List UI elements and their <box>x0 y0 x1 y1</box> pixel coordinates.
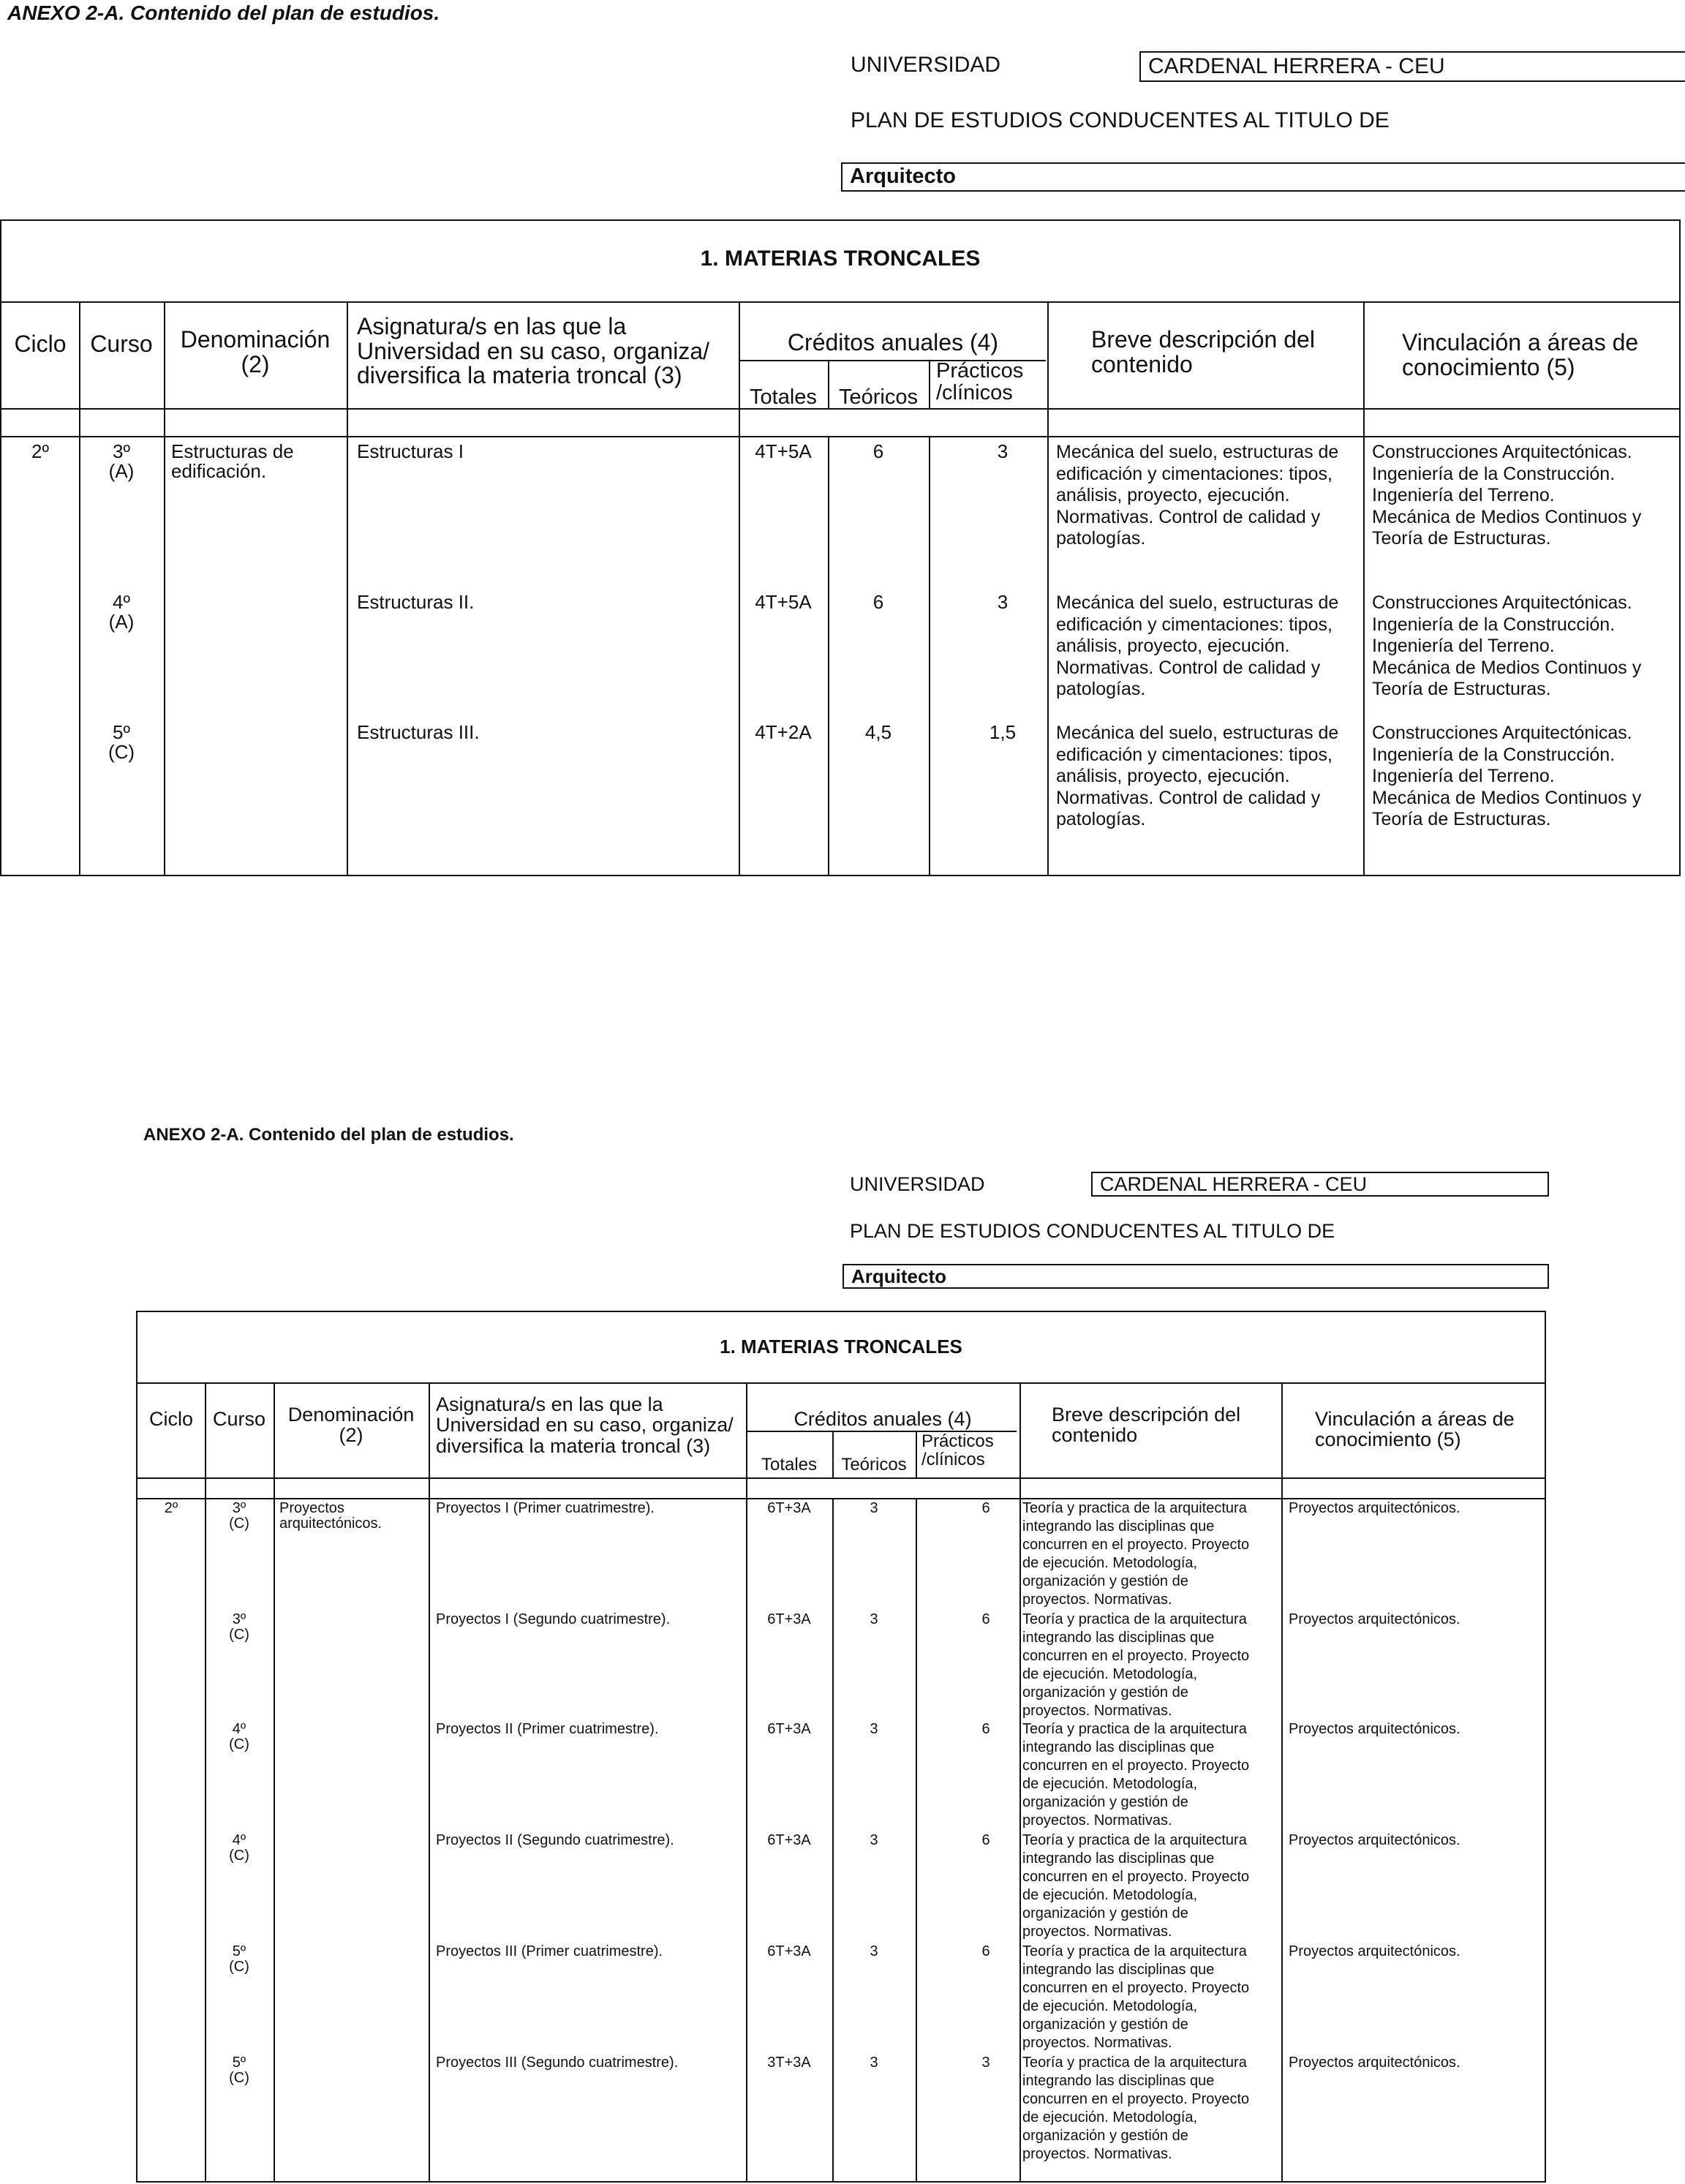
header-vinculacion: Vinculación a áreas de conocimiento (5) <box>1315 1408 1515 1451</box>
cell-curso: 5º (C) <box>229 2055 249 2086</box>
cell-asignatura: Proyectos II (Segundo cuatrimestre). <box>436 1832 674 1848</box>
cell-teoricos: 4,5 <box>864 721 892 743</box>
cell-vinculacion: Proyectos arquitectónicos. <box>1289 1721 1460 1737</box>
cell-teoricos: 6 <box>872 591 884 613</box>
cell-descripcion: Mecánica del suelo, estructuras de edificación y cimentaciones: tipos, análisis, proyecto, ejecución. Normativas. Control de calidad y patologías. <box>1056 592 1339 699</box>
cell-ciclo: 2º <box>31 440 49 462</box>
cell-practicos: 6 <box>981 1943 990 1959</box>
cell-descripcion: Teoría y practica de la arquitectura integrando las disciplinas que concurren en el proyecto. Proyecto de ejecución. Metodología, organización y gestión de proyectos. Normativas. <box>1022 1832 1250 1940</box>
cell-teoricos: 6 <box>872 440 884 462</box>
header-totales: Totales <box>761 1455 818 1475</box>
cell-curso: 3º (A) <box>108 440 135 483</box>
cell-practicos: 1,5 <box>989 721 1017 743</box>
table-title: 1. MATERIAS TRONCALES <box>700 246 981 271</box>
header-creditos: Créditos anuales (4) <box>787 329 999 355</box>
cell-descripcion: Mecánica del suelo, estructuras de edificación y cimentaciones: tipos, análisis, proyecto, ejecución. Normativas. Control de calidad y patologías. <box>1056 442 1339 549</box>
universidad-label: UNIVERSIDAD <box>851 53 1001 77</box>
header-practicos: Prácticos /clínicos <box>921 1431 994 1470</box>
materias-table <box>0 219 1681 876</box>
cell-practicos: 3 <box>997 591 1009 613</box>
cell-totales: 6T+3A <box>767 1832 811 1848</box>
header-denominacion: Denominación (2) <box>287 1404 415 1447</box>
cell-practicos: 3 <box>997 440 1009 462</box>
cell-asignatura: Estructuras II. <box>357 591 475 613</box>
materias-table <box>136 1311 1546 2183</box>
annex-title: ANEXO 2-A. Contenido del plan de estudios. <box>7 1 440 24</box>
annex-title: ANEXO 2-A. Contenido del plan de estudios. <box>143 1125 514 1145</box>
cell-practicos: 3 <box>981 2055 990 2071</box>
cell-denominacion: Estructuras de edificación. <box>171 440 294 483</box>
table-title: 1. MATERIAS TRONCALES <box>720 1336 962 1358</box>
header-creditos: Créditos anuales (4) <box>794 1408 972 1430</box>
cell-denominacion: Proyectos arquitectónicos. <box>279 1500 382 1532</box>
cell-vinculacion: Proyectos arquitectónicos. <box>1289 1611 1460 1627</box>
universidad-label: UNIVERSIDAD <box>850 1173 985 1195</box>
cell-totales: 6T+3A <box>767 1500 811 1516</box>
cell-curso: 4º (C) <box>229 1721 249 1752</box>
header-asignatura: Asignatura/s en las que la Universidad en su caso, organiza/ diversifica la materia troncal (3) <box>436 1393 734 1457</box>
cell-teoricos: 3 <box>870 1721 878 1737</box>
header-teoricos: Teóricos <box>841 1455 907 1475</box>
cell-vinculacion: Construcciones Arquitectónicas. Ingeniería de la Construcción. Ingeniería del Terreno. Mecánica de Medios Continuos y Teoría de Estructuras. <box>1372 723 1642 829</box>
cell-descripcion: Teoría y practica de la arquitectura integrando las disciplinas que concurren en el proyecto. Proyecto de ejecución. Metodología, organización y gestión de proyectos. Normativas. <box>1022 1943 1250 2051</box>
cell-vinculacion: Proyectos arquitectónicos. <box>1289 1500 1460 1516</box>
cell-curso: 3º (C) <box>229 1611 249 1643</box>
plan-label: PLAN DE ESTUDIOS CONDUCENTES AL TITULO DE <box>851 108 1390 132</box>
header-curso: Curso <box>90 331 153 357</box>
cell-curso: 3º (C) <box>229 1500 249 1532</box>
header-ciclo: Ciclo <box>148 1408 193 1430</box>
cell-teoricos: 3 <box>870 1943 878 1959</box>
cell-practicos: 6 <box>981 1832 990 1848</box>
cell-curso: 5º (C) <box>108 721 135 764</box>
cell-descripcion: Teoría y practica de la arquitectura integrando las disciplinas que concurren en el proyecto. Proyecto de ejecución. Metodología, organización y gestión de proyectos. Normativas. <box>1022 2055 1250 2162</box>
cell-totales: 4T+5A <box>755 591 812 613</box>
cell-asignatura: Proyectos I (Primer cuatrimestre). <box>436 1500 655 1516</box>
header-totales: Totales <box>750 385 817 409</box>
cell-totales: 3T+3A <box>767 2055 811 2071</box>
cell-totales: 6T+3A <box>767 1611 811 1627</box>
cell-descripcion: Teoría y practica de la arquitectura integrando las disciplinas que concurren en el proyecto. Proyecto de ejecución. Metodología, organización y gestión de proyectos. Normativas. <box>1022 1500 1250 1608</box>
universidad-field: CARDENAL HERRERA - CEU <box>1139 51 1685 82</box>
header-descripcion: Breve descripción del contenido <box>1091 326 1315 377</box>
cell-vinculacion: Proyectos arquitectónicos. <box>1289 1943 1460 1959</box>
cell-descripcion: Mecánica del suelo, estructuras de edificación y cimentaciones: tipos, análisis, proyecto, ejecución. Normativas. Control de calidad y patologías. <box>1056 723 1339 829</box>
cell-totales: 4T+2A <box>755 721 812 743</box>
cell-totales: 6T+3A <box>767 1943 811 1959</box>
cell-curso: 5º (C) <box>229 1943 249 1975</box>
titulo-field: Arquitecto <box>841 162 1685 192</box>
header-practicos: Prácticos /clínicos <box>936 359 1024 405</box>
cell-asignatura: Estructuras I <box>357 440 464 462</box>
cell-practicos: 6 <box>981 1500 990 1516</box>
cell-vinculacion: Construcciones Arquitectónicas. Ingeniería de la Construcción. Ingeniería del Terreno. Mecánica de Medios Continuos y Teoría de Estructuras. <box>1372 592 1642 699</box>
cell-vinculacion: Proyectos arquitectónicos. <box>1289 1832 1460 1848</box>
cell-asignatura: Proyectos III (Primer cuatrimestre). <box>436 1943 663 1959</box>
header-curso: Curso <box>212 1408 266 1430</box>
header-ciclo: Ciclo <box>14 331 67 357</box>
cell-asignatura: Estructuras III. <box>357 721 480 743</box>
cell-totales: 6T+3A <box>767 1721 811 1737</box>
plan-label: PLAN DE ESTUDIOS CONDUCENTES AL TITULO DE <box>850 1220 1335 1242</box>
cell-teoricos: 3 <box>870 1500 878 1516</box>
titulo-field: Arquitecto <box>842 1264 1549 1289</box>
header-denominacion: Denominación (2) <box>180 326 331 377</box>
header-vinculacion: Vinculación a áreas de conocimiento (5) <box>1402 329 1639 380</box>
universidad-field: CARDENAL HERRERA - CEU <box>1091 1172 1549 1197</box>
cell-asignatura: Proyectos I (Segundo cuatrimestre). <box>436 1611 671 1627</box>
cell-asignatura: Proyectos III (Segundo cuatrimestre). <box>436 2055 679 2071</box>
header-descripcion: Breve descripción del contenido <box>1052 1404 1241 1447</box>
cell-vinculacion: Proyectos arquitectónicos. <box>1289 2055 1460 2071</box>
cell-descripcion: Teoría y practica de la arquitectura integrando las disciplinas que concurren en el proyecto. Proyecto de ejecución. Metodología, organización y gestión de proyectos. Normativas. <box>1022 1611 1250 1719</box>
cell-asignatura: Proyectos II (Primer cuatrimestre). <box>436 1721 659 1737</box>
cell-teoricos: 3 <box>870 1611 878 1627</box>
cell-descripcion: Teoría y practica de la arquitectura integrando las disciplinas que concurren en el proyecto. Proyecto de ejecución. Metodología, organización y gestión de proyectos. Normativas. <box>1022 1721 1250 1829</box>
header-asignatura: Asignatura/s en las que la Universidad en su caso, organiza/ diversifica la materia troncal (3) <box>357 313 710 389</box>
cell-teoricos: 3 <box>870 1832 878 1848</box>
cell-practicos: 6 <box>981 1611 990 1627</box>
cell-teoricos: 3 <box>870 2055 878 2071</box>
cell-practicos: 6 <box>981 1721 990 1737</box>
cell-totales: 4T+5A <box>755 440 812 462</box>
cell-curso: 4º (C) <box>229 1832 249 1864</box>
header-teoricos: Teóricos <box>839 385 918 409</box>
cell-vinculacion: Construcciones Arquitectónicas. Ingeniería de la Construcción. Ingeniería del Terreno. Mecánica de Medios Continuos y Teoría de Estructuras. <box>1372 442 1642 549</box>
cell-ciclo: 2º <box>164 1500 178 1516</box>
cell-curso: 4º (A) <box>108 591 135 633</box>
